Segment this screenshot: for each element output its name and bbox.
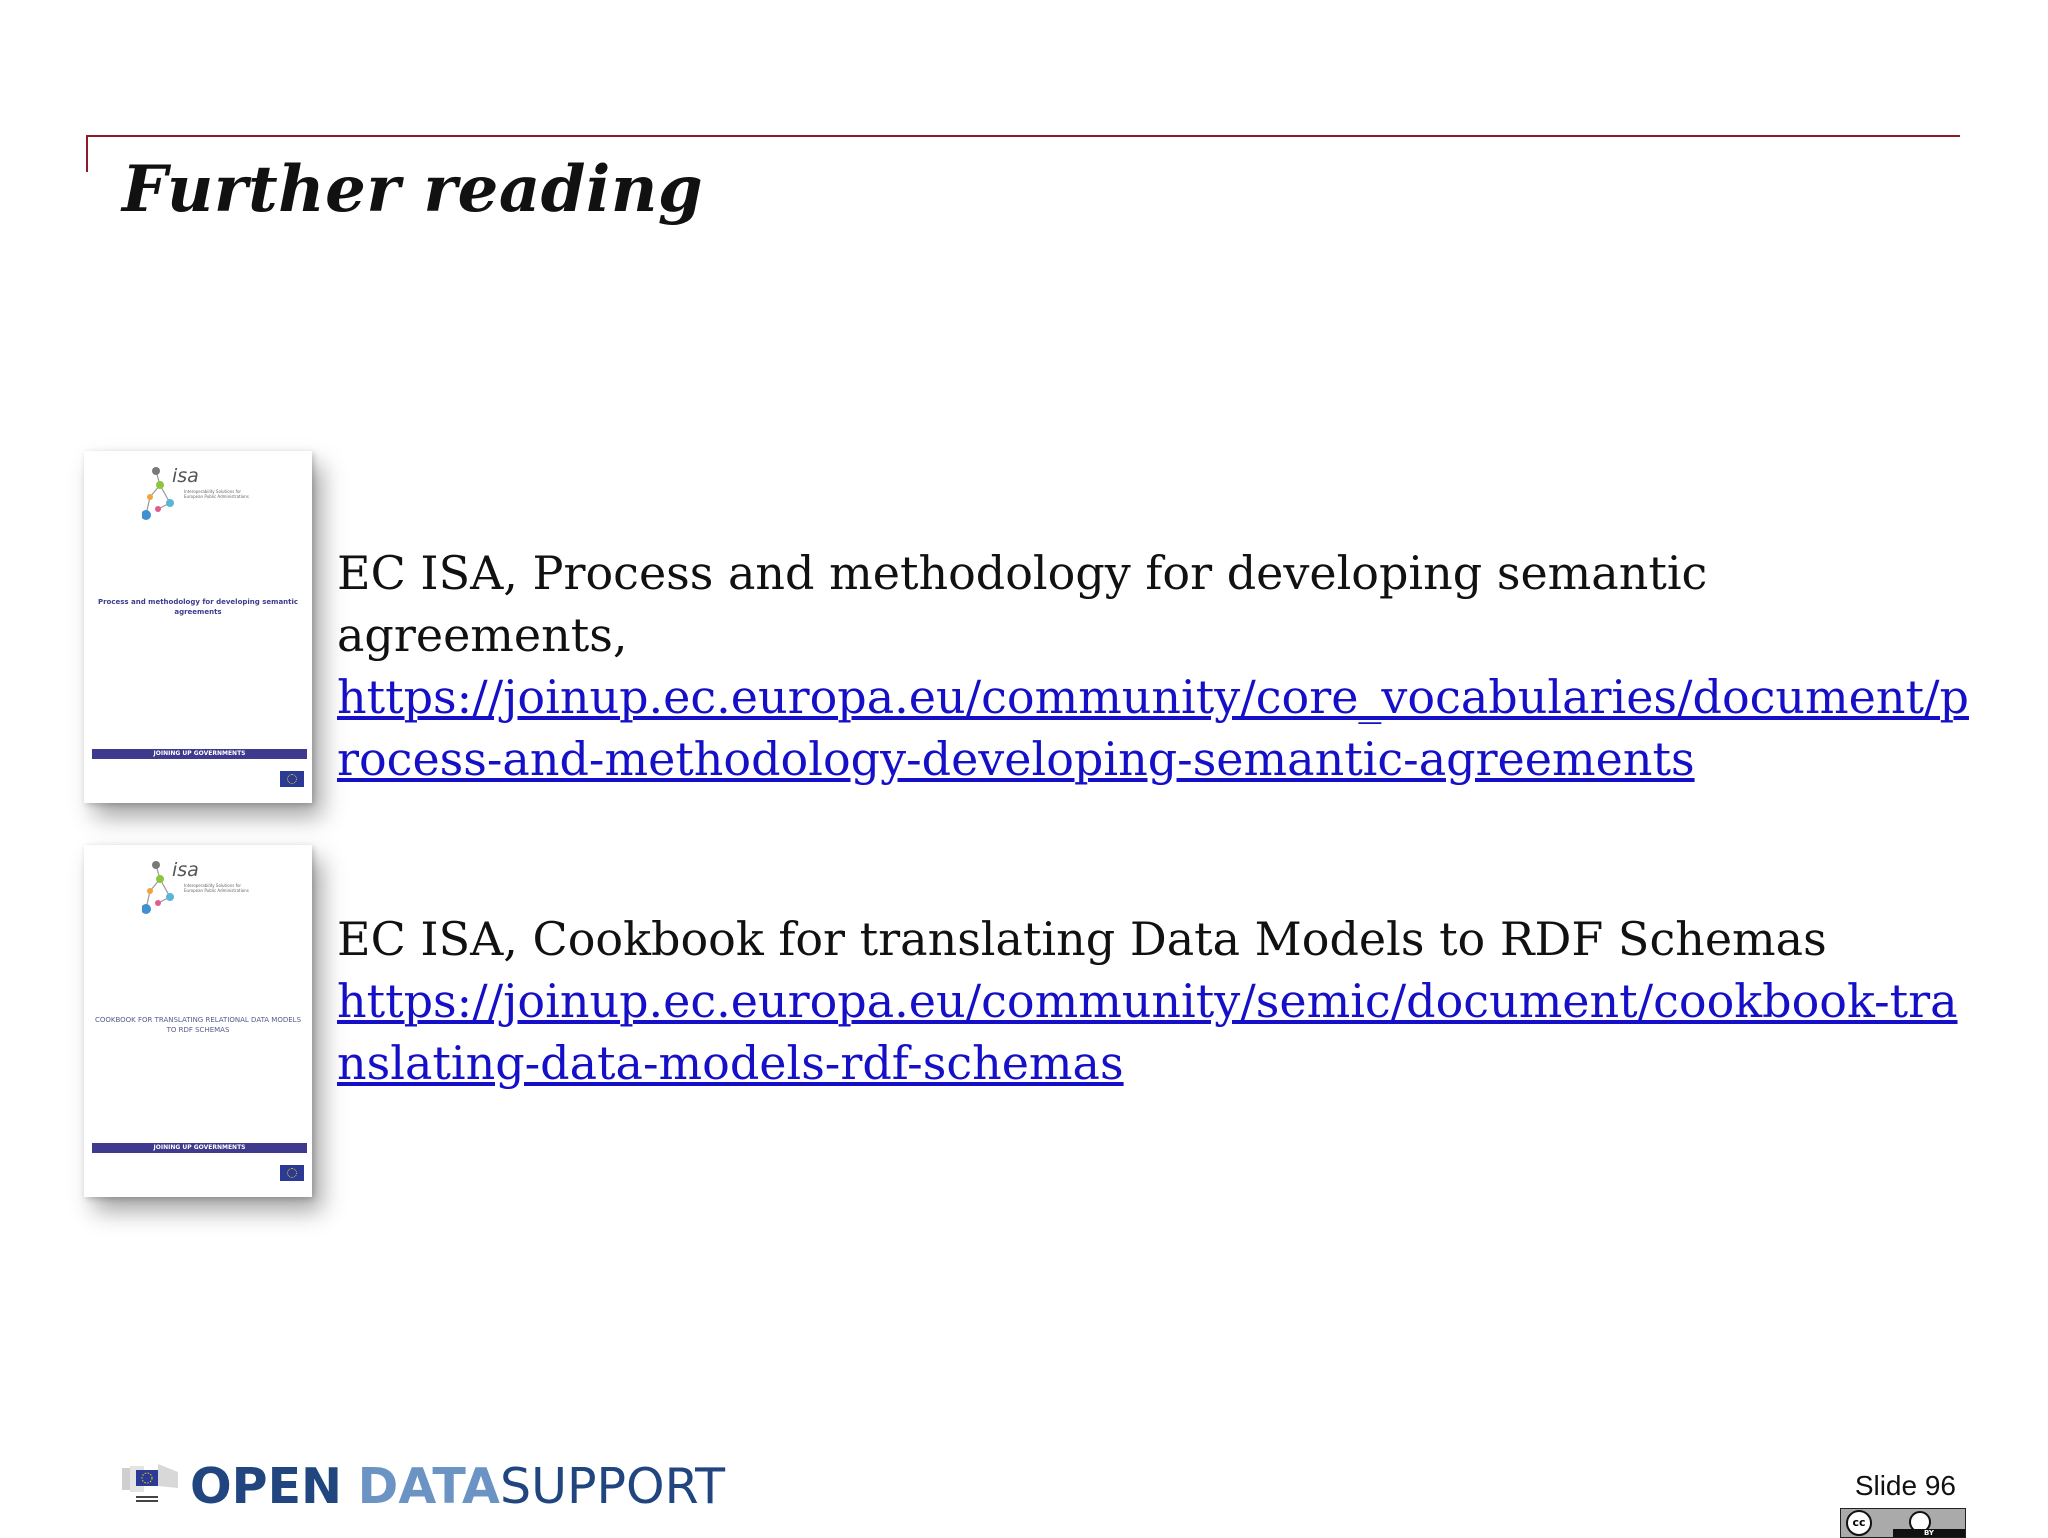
cover-document-title: COOKBOOK FOR TRANSLATING RELATIONAL DATA MODELS TO RDF SCHEMAS: [94, 1016, 302, 1034]
cc-icon: cc: [1846, 1510, 1872, 1536]
slide-number: Slide 96: [1854, 1470, 1956, 1501]
isa-tagline: Interoperability Solutions for European Public Administrations: [184, 489, 249, 499]
isa-logo-text: isa: [172, 465, 199, 487]
open-data-support-logo: OPEN DATASUPPORT: [190, 1458, 726, 1515]
reference-link[interactable]: https://joinup.ec.europa.eu/community/core_vocabularies/document/process-and-methodology-developing-semantic-agreements: [337, 670, 1969, 786]
creative-commons-badge: [1840, 1508, 1966, 1538]
eu-flag-icon: [280, 771, 304, 787]
slide-title: Further reading: [122, 152, 704, 227]
reference-link[interactable]: https://joinup.ec.europa.eu/community/semic/document/cookbook-translating-data-models-rdf-schemas: [337, 974, 1958, 1090]
isa-logo-text: isa: [172, 859, 199, 881]
reference-item: [337, 908, 1977, 1094]
cover-document-title: Process and methodology for developing semantic agreements: [97, 598, 299, 616]
title-rule: [86, 135, 1960, 137]
title-rule-tick: [86, 135, 88, 172]
cover-band: JOINING UP GOVERNMENTS: [92, 1143, 307, 1153]
license-by-label: BY: [1893, 1529, 1965, 1537]
reference-item: [337, 542, 1977, 790]
eu-flag-icon: [280, 1165, 304, 1181]
reference-text: EC ISA, Cookbook for translating Data Models to RDF Schemas: [337, 912, 1827, 966]
document-cover-thumbnail: [84, 451, 312, 803]
document-cover-thumbnail: [84, 845, 312, 1197]
reference-text: EC ISA, Process and methodology for developing semantic agreements,: [337, 546, 1708, 662]
isa-tagline: Interoperability Solutions for European Public Administrations: [184, 883, 249, 893]
cover-band: JOINING UP GOVERNMENTS: [92, 749, 307, 759]
european-commission-logo-icon: [122, 1462, 182, 1508]
